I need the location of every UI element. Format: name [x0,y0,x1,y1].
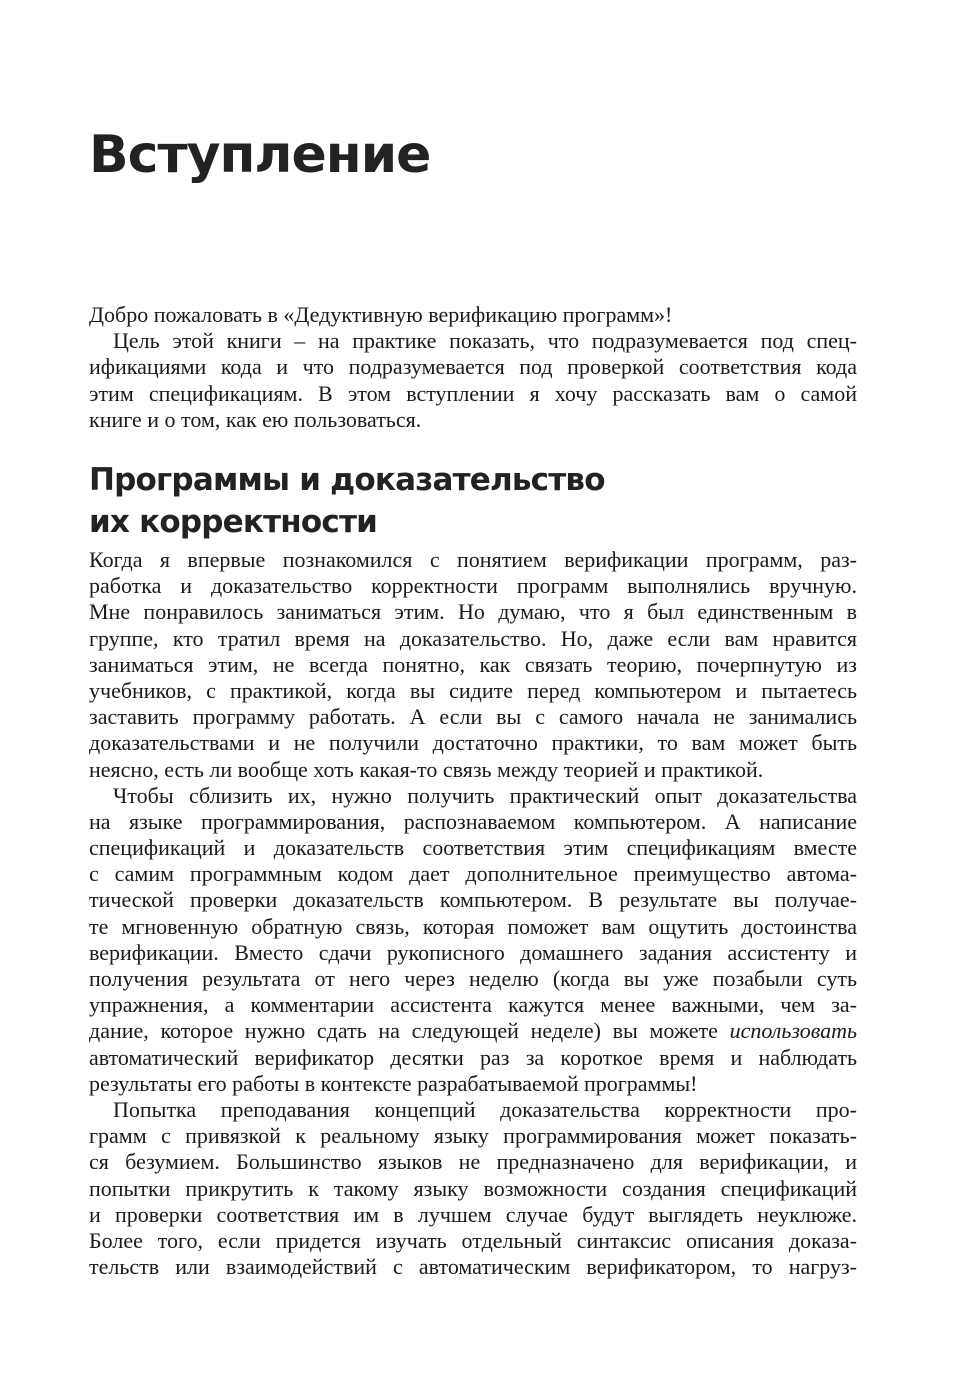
text-line-content: работка и доказательство корректности программ выполнялись вручную. [89,573,857,599]
text-line-content: заставить программу работать. А если вы с самого начала не занимались [89,704,857,730]
text-line-content: Попытка преподавания концепций доказательства корректности про- [113,1096,857,1122]
text-line [89,966,857,992]
text-line [89,407,857,433]
text-line [89,940,857,966]
text-line [89,835,857,861]
text-line-content: ификациями кода и что подразумевается под проверкой соответствия кода [89,354,857,380]
text-line-content: этим спецификациям. В этом вступлении я хочу рассказать вам о самой [89,380,857,406]
text-line-content: и проверки соответствия им в лучшем случае будут выглядеть неуклюже. [89,1201,857,1227]
text-line [89,887,857,913]
text-line [89,381,857,407]
text-line [89,599,857,625]
text-line-content: учебников, с практикой, когда вы сидите перед компьютером и пытаетесь [89,677,857,703]
text-line [89,1202,857,1228]
text-line [89,1018,857,1044]
text-line-content: Мне понравилось заниматься этим. Но думаю, что я был единственным в [89,599,857,625]
text-line [89,302,857,328]
text-line-content: Когда я впервые познакомился с понятием верификации программ, раз- [89,547,857,572]
text-line-content: грамм с привязкой к реальному языку программирования может показать- [89,1123,857,1149]
text-line [89,573,857,599]
text-line-content: дание, которое нужно сдать на следующей неделе) вы можете [89,1018,730,1044]
text-line-content: Более того, если придется изучать отдельный синтаксис описания доказа- [89,1227,857,1253]
text-line [89,1149,857,1175]
text-line [89,626,857,652]
text-line-content: Цель этой книги – на практике показать, что подразумевается под спец- [113,328,857,354]
text-line-content: те мгновенную обратную связь, которая поможет вам ощутить достоинства [89,913,857,939]
text-line-content: Чтобы сблизить их, нужно получить практический опыт доказательства [113,782,857,808]
text-line [89,328,857,354]
text-line [89,1097,857,1123]
text-line [89,652,857,678]
text-line [89,1071,857,1097]
text-line-content: заниматься этим, не всегда понятно, как связать теорию, почерпнутую из [89,651,857,677]
text-line [89,992,857,1018]
text-line-content: получения результата от него через неделю (когда вы уже позабыли суть [89,966,857,991]
section-body-paragraphs [89,547,857,1280]
text-line-content: попытки прикрутить к такому языку возможности создания спецификаций [89,1175,857,1201]
text-line-content: ся безумием. Большинство языков не предназначено для верификации, и [89,1149,857,1175]
text-line [89,757,857,783]
text-line-content: с самим программным кодом дает дополнительное преимущество автома- [89,861,857,887]
text-line-content: неясно, есть ли вообще хоть какая-то связь между теорией и практикой. [89,756,764,782]
text-line-content: Добро пожаловать в «Дедуктивную верификацию программ»! [89,302,673,327]
text-line-content: спецификаций и доказательств соответствия этим спецификациям вместе [89,835,857,861]
text-line [89,1176,857,1202]
chapter-title: Вступление [89,125,431,185]
text-line [89,809,857,835]
text-line-content: книге и о том, как ею пользоваться. [89,406,422,432]
section-heading [89,459,605,543]
text-line [89,704,857,730]
section-heading-line-1: Программы и доказательство [89,462,605,498]
text-line-content: верификации. Вместо сдачи рукописного домашнего задания ассистенту и [89,939,857,965]
text-line [89,354,857,380]
text-line-content: тельств или взаимодействий с автоматическим верификатором, то нагруз- [89,1254,857,1280]
text-line-content: автоматический верификатор десятки раз за короткое время и наблюдать [89,1044,857,1070]
text-line-content: доказательствами и не получили достаточно практики, то вам может быть [89,730,857,756]
text-line [89,1228,857,1254]
text-line [89,861,857,887]
text-line [89,1045,857,1071]
intro-paragraphs [89,302,857,433]
text-line-content: тической проверки доказательств компьютером. В результате вы получае- [89,887,857,913]
text-line [89,1254,857,1280]
section-heading-line-2: их корректности [89,504,378,540]
text-line [89,730,857,756]
text-line [89,678,857,704]
text-line [89,1123,857,1149]
text-line-content: на языке программирования, распознаваемом компьютером. А написание [89,808,857,834]
text-line [89,783,857,809]
text-line-content: результаты его работы в контексте разрабатываемой программы! [89,1070,698,1096]
text-line [89,547,857,573]
text-line-content: группе, кто тратил время на доказательство. Но, даже если вам нравится [89,625,857,651]
text-line [89,914,857,940]
emphasized-word: использовать [729,1018,857,1044]
text-line-content: упражнения, а комментарии ассистента кажутся менее важными, чем за- [89,992,857,1018]
